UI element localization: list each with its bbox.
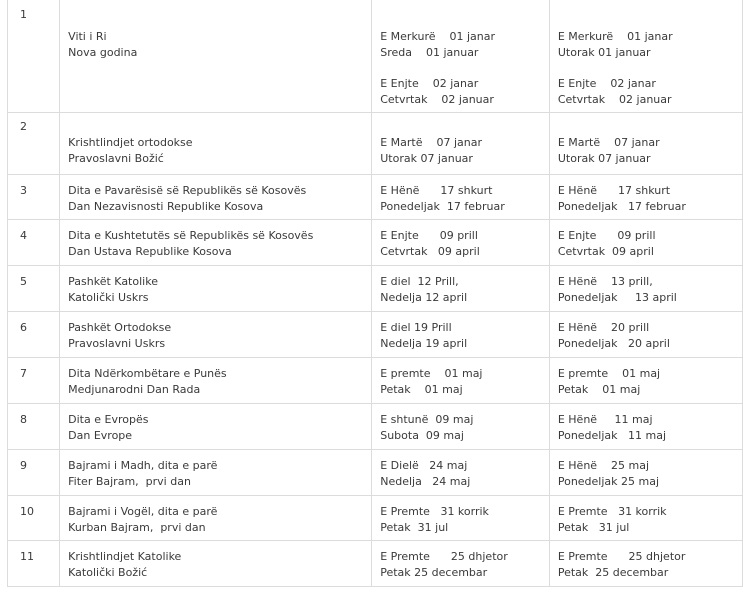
row-number: 3 [20,184,27,197]
row-number: 7 [20,367,27,380]
table-row [8,312,743,358]
row-number-cell [8,450,60,496]
row-number-cell [8,175,60,220]
table-row [8,0,743,113]
date-line: E diel 12 Prill, [380,275,459,288]
date-line: E diel 19 Prill [380,321,452,334]
row-number: 1 [20,8,27,21]
table-row [8,404,743,450]
date-line: E premte 01 maj [380,367,483,380]
date-cell-year-2 [549,312,742,358]
date-line: Utorak 07 januar [557,152,651,165]
holiday-name-line: Fiter Bajram, prvi dan [68,475,191,488]
holiday-name-line: Dan Evrope [68,429,133,442]
date-cell-year-1 [372,404,550,450]
date-cell-year-1 [372,541,550,587]
date-line: Nedelja 24 maj [380,475,471,488]
date-line: E Martë 07 janar [380,136,483,149]
date-line [380,61,549,76]
holiday-name-cell [60,404,372,450]
holiday-name-cell [60,175,372,220]
holiday-name-line: Nova godina [68,46,138,59]
row-number-cell [8,113,60,175]
date-line: E Premte 25 dhjetor [380,550,508,563]
date-line: Ponedeljak 17 februar [557,200,686,213]
date-line: E Premte 25 dhjetor [557,550,686,563]
holiday-name-cell [60,220,372,266]
date-line: E Hënë 25 maj [557,459,650,472]
date-cell-year-2 [549,113,742,175]
date-line: E Enjte 09 prill [380,229,478,242]
date-line: Petak 31 jul [557,521,630,534]
holiday-name-line: Krishtlindjet ortodokse [68,136,193,149]
holiday-name-cell [60,358,372,404]
holiday-name-line: Dita e Pavarësisë së Republikës së Kosovës [68,184,307,197]
row-number: 8 [20,413,27,426]
row-number-cell [8,358,60,404]
holiday-name-line: Dita e Evropës [68,413,149,426]
date-cell-year-2 [549,496,742,541]
date-line: E Hënë 17 shkurt [557,184,671,197]
date-line: Cetvrtak 09 april [380,245,480,258]
date-line: E Dielë 24 maj [380,459,468,472]
holiday-name-line: Medjunarodni Dan Rada [68,383,201,396]
date-line: E Premte 31 korrik [557,505,667,518]
date-cell-year-1 [372,496,550,541]
holiday-name-cell [60,312,372,358]
table-row [8,113,743,175]
date-cell-year-2 [549,404,742,450]
row-number: 9 [20,459,27,472]
date-line: Ponedeljak 20 april [557,337,670,350]
date-line: Sreda 01 januar [380,46,479,59]
date-line: E shtunë 09 maj [380,413,474,426]
date-line: Petak 25 decembar [380,566,488,579]
row-number: 6 [20,321,27,334]
date-line: Ponedeljak 17 februar [380,200,505,213]
holiday-name-cell [60,541,372,587]
row-number: 10 [20,505,34,518]
row-number-cell [8,0,60,113]
holiday-name-cell [60,113,372,175]
holiday-name-cell [60,450,372,496]
holiday-name-line: Pashkët Katolike [68,275,158,288]
holiday-table-body [8,0,743,587]
holiday-name-cell [60,0,372,113]
holiday-name-line: Kurban Bajram, prvi dan [68,521,206,534]
date-cell-year-2 [549,220,742,266]
date-line: E Enjte 02 janar [380,77,479,90]
holiday-name-line: Dita e Kushtetutës së Republikës së Kosovës [68,229,314,242]
date-cell-year-2 [549,450,742,496]
date-line: Subota 09 maj [380,429,464,442]
holiday-name-line: Katolički Uskrs [68,291,149,304]
date-line: Petak 25 decembar [557,566,669,579]
holiday-table-container [7,0,743,587]
date-line: E Hënë 13 prill, [557,275,653,288]
date-line: Petak 01 maj [380,383,463,396]
date-cell-year-1 [372,113,550,175]
date-line: Nedelja 12 april [380,291,468,304]
holiday-name-cell [60,496,372,541]
date-line: Ponedeljak 25 maj [557,475,660,488]
holiday-name-line: Viti i Ri [68,30,107,43]
date-line: Cetvrtak 02 januar [557,93,672,106]
holiday-name-line: Bajrami i Vogël, dita e parë [68,505,218,518]
holiday-name-line: Bajrami i Madh, dita e parë [68,459,218,472]
date-line: E Merkurë 01 janar [557,30,673,43]
date-line: E Martë 07 janar [557,136,660,149]
table-row [8,220,743,266]
table-row [8,496,743,541]
row-number-cell [8,220,60,266]
holiday-name-cell [60,266,372,312]
table-row [8,175,743,220]
row-number-cell [8,312,60,358]
holiday-name-line: Pravoslavni Božić [68,152,164,165]
date-cell-year-2 [549,541,742,587]
table-row [8,450,743,496]
row-number: 4 [20,229,27,242]
date-line: Ponedeljak 11 maj [557,429,667,442]
date-line: Petak 01 maj [557,383,641,396]
row-number: 5 [20,275,27,288]
date-cell-year-2 [549,175,742,220]
date-line: Cetvrtak 09 april [557,245,654,258]
date-cell-year-2 [549,266,742,312]
date-cell-year-1 [372,175,550,220]
date-line: E Premte 31 korrik [380,505,489,518]
date-line: E Hënë 17 shkurt [380,184,493,197]
table-row [8,541,743,587]
date-line: Petak 31 jul [380,521,449,534]
date-cell-year-1 [372,312,550,358]
holiday-name-line: Pashkët Ortodokse [68,321,172,334]
holiday-name-line: Katolički Božić [68,566,148,579]
date-line: Utorak 01 januar [557,46,651,59]
date-line: E Merkurë 01 janar [380,30,496,43]
table-row [8,358,743,404]
row-number-cell [8,541,60,587]
date-cell-year-1 [372,450,550,496]
date-cell-year-1 [372,0,550,113]
date-cell-year-1 [372,266,550,312]
date-line: E Hënë 11 maj [557,413,653,426]
date-line: Ponedeljak 13 april [557,291,677,304]
date-line: E Enjte 09 prill [557,229,656,242]
holiday-table [7,0,743,587]
holiday-name-line: Krishtlindjet Katolike [68,550,182,563]
holiday-name-line: Dan Nezavisnosti Republike Kosova [68,200,264,213]
table-row [8,266,743,312]
date-line: Utorak 07 januar [380,152,473,165]
row-number-cell [8,404,60,450]
date-cell-year-2 [549,358,742,404]
holiday-name-line: Dita Ndërkombëtare e Punës [68,367,227,380]
row-number-cell [8,266,60,312]
date-cell-year-1 [372,220,550,266]
date-line [558,61,742,76]
row-number-cell [8,496,60,541]
holiday-name-line: Pravoslavni Uskrs [68,337,166,350]
row-number: 2 [20,120,27,133]
holiday-name-line: Dan Ustava Republike Kosova [68,245,232,258]
date-line: Nedelja 19 april [380,337,468,350]
row-number: 11 [20,550,34,563]
date-line: Cetvrtak 02 januar [380,93,494,106]
date-cell-year-2 [549,0,742,113]
date-line: E Hënë 20 prill [557,321,650,334]
date-cell-year-1 [372,358,550,404]
date-line: E premte 01 maj [557,367,661,380]
date-line: E Enjte 02 janar [557,77,656,90]
